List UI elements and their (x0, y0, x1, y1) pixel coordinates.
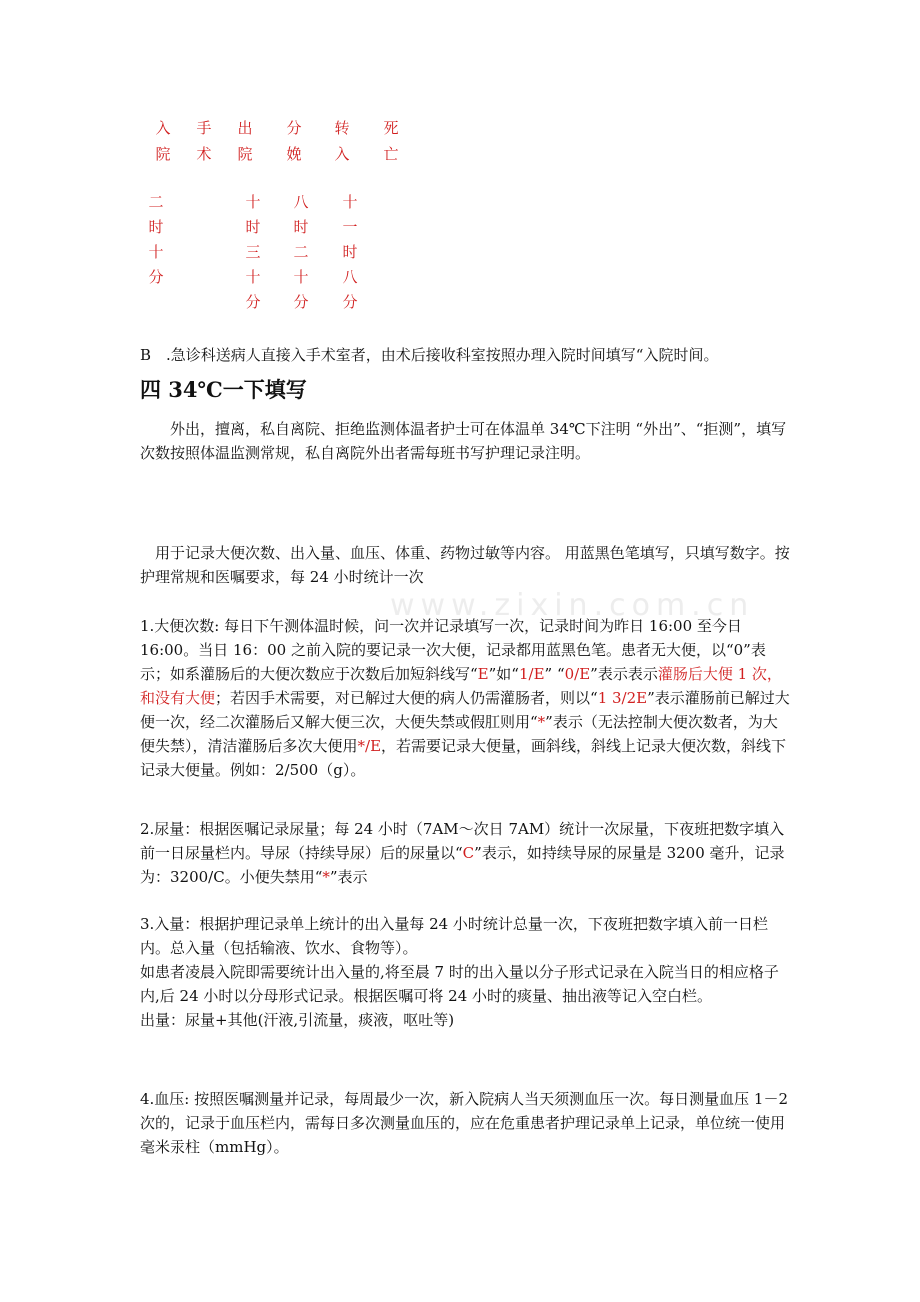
grid-char: 一 (342, 218, 358, 236)
outing-text: 外出，擅离，私自离院、拒绝监测体温者护士可在体温单 34℃下注明 “外出”、“拒测”，填写次数按照体温监测常规，私自离院外出者需每班书写护理记录注明。 (140, 420, 787, 462)
stool-red-4: 灌肠后大便 1 次，和没有大便 (140, 665, 782, 707)
grid-col-admission (153, 115, 173, 167)
grid-char: 出 (237, 119, 253, 137)
urine-text-3: ”表示 (329, 868, 368, 886)
grid-char: 十 (245, 193, 261, 211)
stool-text-5: ；若因手术需要，对已解过大便的病人仍需灌肠者，则以“ (215, 689, 598, 707)
bp-paragraph (140, 1087, 790, 1159)
grid-char: 三 (245, 243, 261, 261)
grid-col-delivery (284, 115, 304, 167)
grid-col-transfer (332, 115, 352, 167)
grid-char: 分 (245, 293, 261, 311)
grid-char: 亡 (383, 145, 399, 163)
section-b-note: B .急诊科送病人直接入手术室者，由术后接收科室按照办理入院时间填写“入院时间。 (140, 346, 719, 364)
stool-text-3: ” “ (544, 665, 565, 683)
grid-char: 分 (148, 268, 164, 286)
stool-text-7: ”表示（无法控制大便次数者，为大便失禁），清洁灌肠后多次大便用 (140, 713, 778, 755)
stool-text (140, 614, 790, 782)
intake-line-2: 如患者凌晨入院即需要统计出入量的,将至晨 7 时的出入量以分子形式记录在入院当日的相应格子内,后 24 小时以分母形式记录。根据医嘱可将 24 小时的痰量、抽出液等记入空白栏。 (140, 963, 779, 1005)
grid-char: 转 (334, 119, 350, 137)
stool-red-3: 0/E (564, 665, 591, 683)
grid-col-surgery (194, 115, 214, 167)
stool-text-8: ，若需要记录大便量，画斜线，斜线上记录大便次数，斜线下记录大便量。例如：2/500（g）。 (140, 737, 787, 779)
stool-text-6: ”表示灌肠前已解过大便一次，经二次灌肠后又解大便三次，大便失禁或假肛则用“ (140, 689, 790, 731)
grid-char: 八 (342, 268, 358, 286)
urine-red-1: C (462, 844, 475, 862)
stool-text-4: ”表示表示 (590, 665, 658, 683)
intake-line-3: 出量：尿量+其他(汗液,引流量，痰液，呕吐等) (140, 1011, 455, 1029)
stool-text-1: 1.大便次数: 每日下午测体温时候，问一次并记录填写一次，记录时间为昨日 16:00 至今日 16:00。当日 16：00 之前入院的要记录一次大便，记录都用蓝黑色笔。患者无大便，以“0”表示；如系灌肠后的大便次数应于次数后加短斜线写“ (140, 617, 766, 683)
urine-paragraph (140, 817, 790, 889)
urine-text-1: 2.尿量：根据医嘱记录尿量；每 24 小时（7AM～次日 7AM）统计一次尿量，下夜班把数字填入前一日尿量栏内。导尿（持续导尿）后的尿量以“ (140, 820, 785, 862)
grid-char: 院 (237, 145, 253, 163)
grid-char: 分 (342, 293, 358, 311)
grid-char: 术 (196, 145, 212, 163)
grid-char: 时 (293, 218, 309, 236)
grid-char: 手 (196, 119, 212, 137)
urine-text (140, 817, 790, 889)
intake-line-1: 3.入量：根据护理记录单上统计的出入量每 24 小时统计总量一次，下夜班把数字填入前一日栏内。总入量（包括输液、饮水、食物等）。 (140, 915, 768, 957)
stool-red-1: E (477, 665, 489, 683)
grid-char: 时 (245, 218, 261, 236)
grid-char: 十 (342, 193, 358, 211)
intake-paragraph (140, 912, 790, 1032)
stool-red-7: */E (357, 737, 382, 755)
grid-col-death (381, 115, 401, 167)
time-col-1 (146, 190, 166, 290)
grid-char: 时 (148, 218, 164, 236)
urine-text-2: ”表示，如持续导尿的尿量是 3200 毫升，记录为：3200/C。小便失禁用“ (140, 844, 785, 886)
grid-char: 娩 (286, 145, 302, 163)
watermark: www.zixin.com.cn (390, 588, 755, 623)
stool-text-2: ”如“ (488, 665, 519, 683)
grid-char: 十 (293, 268, 309, 286)
section-heading: 四 34℃一下填写 (140, 377, 307, 402)
grid-char: 分 (286, 119, 302, 137)
time-col-3 (291, 190, 311, 315)
outing-paragraph (140, 417, 790, 465)
intro-text: 用于记录大便次数、出入量、血压、体重、药物过敏等内容。 用蓝黑色笔填写，只填写数字。按护理常规和医嘱要求，每 24 小时统计一次 (140, 544, 790, 586)
intro-paragraph (140, 541, 790, 589)
stool-red-6: * (537, 713, 546, 731)
grid-char: 分 (293, 293, 309, 311)
urine-red-2: * (322, 868, 330, 886)
grid-char: 入 (334, 145, 350, 163)
grid-char: 十 (245, 268, 261, 286)
time-col-2 (243, 190, 263, 315)
stool-paragraph (140, 614, 790, 782)
grid-char: 时 (342, 243, 358, 261)
grid-char: 八 (293, 193, 309, 211)
grid-col-discharge (235, 115, 255, 167)
grid-char: 二 (293, 243, 309, 261)
stool-red-5: 1 3/2E (597, 689, 648, 707)
grid-char: 十 (148, 243, 164, 261)
bp-text: 4.血压: 按照医嘱测量并记录，每周最少一次，新入院病人当天须测血压一次。每日测量血压 1－2 次的，记录于血压栏内，需每日多次测量血压的，应在危重患者护理记录单上记录，单位统一使用毫米汞柱（mmHg）。 (140, 1090, 788, 1156)
grid-char: 院 (155, 145, 171, 163)
stool-red-2: 1/E (518, 665, 545, 683)
grid-char: 死 (383, 119, 399, 137)
grid-char: 二 (148, 193, 164, 211)
grid-char: 入 (155, 119, 171, 137)
time-col-4 (340, 190, 360, 315)
